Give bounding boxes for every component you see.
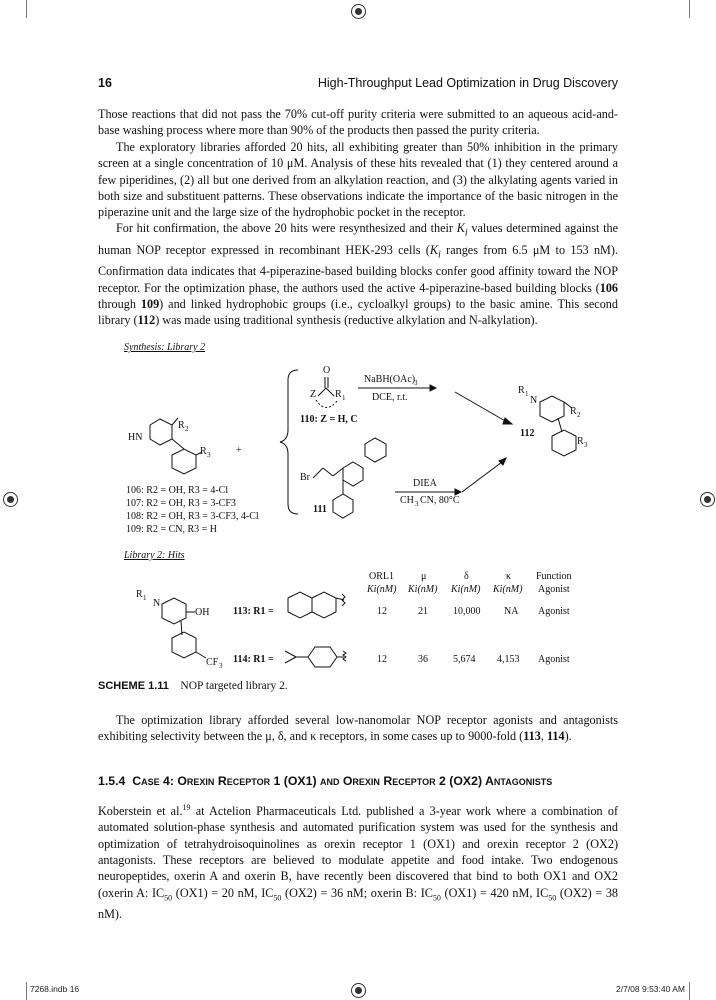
svg-text:DIEA: DIEA	[413, 478, 437, 489]
paragraph-4: The optimization library afforded several low-nanomolar NOP receptor agonists and antagonists exhibiting selectivity between the μ, δ, and κ receptors, in some cases up to 9000-fold (113, 114).	[98, 713, 618, 744]
section-heading: 1.5.4 Case 4: Orexin Receptor 1 (OX1) and Orexin Receptor 2 (OX2) Antagonists	[98, 774, 553, 788]
cmpd-112: 112	[520, 428, 535, 439]
hits-table-header	[366, 571, 572, 595]
svg-text:5,674: 5,674	[453, 654, 476, 665]
col-unit: Ki(nM)	[367, 584, 397, 595]
svg-text:HN: HN	[128, 432, 143, 443]
svg-text:Z: Z	[310, 389, 317, 400]
crop-mark	[26, 982, 27, 1000]
col-unit: Agonist	[538, 584, 570, 595]
col-unit: Ki(nM)	[493, 584, 523, 595]
bb-108: 108: R2 = OH, R3 = 3-CF3, 4-Cl	[126, 511, 259, 522]
svg-text:NA: NA	[504, 606, 519, 617]
footer-timestamp: 2/7/08 9:53:40 AM	[616, 984, 685, 994]
svg-text:CF: CF	[206, 657, 219, 668]
svg-text:3: 3	[414, 379, 418, 387]
paragraph-3: For hit confirmation, the above 20 hits were resynthesized and their $K_i$ values determined against the human NOP receptor expressed in recombinant HEK-293 cells ($K_i$ ranges from 6.5 μM to 153 nM). Confirmation data indicates that 4-piperazine-based building blocks confer good affinity toward the NOP receptor. For the optimization phase, the authors used the active 4-piperazine-based building blocks (106 through 109) and linked hydrophobic groups (i.e., cycloalkyl groups) to the basic amine. This second library (112) was made using traditional synthesis (reductive alkylation and N-alkylation).	[98, 221, 619, 328]
registration-mark-bottom	[351, 983, 366, 998]
svg-text:21: 21	[418, 606, 428, 617]
col-header: μ	[421, 571, 427, 582]
arrow-converge-2	[462, 462, 502, 492]
svg-text:R: R	[200, 446, 207, 457]
svg-text:NaBH(OAc): NaBH(OAc)	[364, 374, 416, 385]
paragraph-2: The exploratory libraries afforded 20 hits, all exhibiting greater than 50% inhibition in the primary screen at a single concentration of 10 μM. Analysis of these hits revealed that (1) they centered around a few piperidines, (2) all but one derived from an alkylation reaction, and (3) the alkylating agents varied in both size and substituent patterns. These observations indicate the importance of the basic nitrogen in the piperazine unit and the large size of the hydrophobic pocket in the receptor.	[98, 140, 618, 220]
svg-text:3: 3	[207, 451, 211, 459]
crop-mark	[689, 982, 690, 1000]
svg-text:36: 36	[418, 654, 428, 665]
table-row	[233, 606, 570, 617]
running-title: High-Throughput Lead Optimization in Drug Discovery	[317, 76, 618, 90]
cmpd-110: 110: Z = H, C	[300, 414, 358, 425]
svg-text:N: N	[530, 395, 538, 406]
paragraph-5: Koberstein et al.$^{19}$ at Actelion Pharmaceuticals Ltd. published a 3-year work where a combination of automated solution-phase synthesis and automated purification system was used for the synthesis and optimization of tetrahydroisoquinolines as orexin receptor 1 (OX1) and orexin receptor 2 (OX2) antagonists. These receptors are believed to modulate appetite and food intake. Two endogenous neuropeptides, oxerin A and oxerin B, have recently been discovered that bind to both OX1 and OX2 (oxerin A: $IC_{50}$ (OX1) = 20 nM, $IC_{50}$ (OX2) = 36 nM; oxerin B: $IC_{50}$ (OX1) = 420 nM, $IC_{50}$ (OX2) = 38 nM).	[98, 803, 619, 922]
cmpd-111: 111	[313, 504, 327, 515]
page-number: 16	[98, 76, 112, 90]
bb-106: 106: R2 = OH, R3 = 4-Cl	[126, 485, 229, 496]
piperidine-building-block	[128, 418, 211, 474]
decalin-r1-113	[288, 592, 345, 618]
svg-text:2: 2	[185, 425, 189, 433]
svg-text:R: R	[518, 385, 525, 396]
svg-text:114: R1 =: 114: R1 =	[233, 654, 274, 665]
svg-text:2: 2	[577, 411, 581, 419]
carbonyl-110	[310, 365, 346, 408]
svg-text:1: 1	[143, 594, 147, 602]
product-112	[518, 385, 588, 456]
hit-scaffold	[136, 589, 223, 670]
svg-text:10,000: 10,000	[453, 606, 481, 617]
brace	[280, 370, 298, 514]
col-header: δ	[464, 571, 469, 582]
svg-text:12: 12	[377, 606, 387, 617]
svg-text:Agonist: Agonist	[538, 654, 570, 665]
svg-text:DCE, r.t.: DCE, r.t.	[372, 392, 408, 403]
plus-sign: +	[236, 445, 242, 456]
svg-text:R: R	[178, 420, 185, 431]
svg-text:R: R	[136, 589, 143, 600]
scheme-label-hits: Library 2: Hits	[124, 550, 185, 561]
cyclohexyl-r1-114	[285, 647, 346, 667]
svg-text:Agonist: Agonist	[538, 606, 570, 617]
svg-text:O: O	[323, 365, 331, 376]
col-header: κ	[506, 571, 512, 582]
bb-109: 109: R2 = CN, R3 = H	[126, 524, 218, 535]
svg-text:N: N	[153, 598, 161, 609]
svg-text:Br: Br	[300, 472, 310, 483]
svg-text:OH: OH	[195, 607, 210, 618]
svg-text:CN, 80°C: CN, 80°C	[420, 495, 460, 506]
svg-text:CH: CH	[400, 495, 414, 506]
col-header: ORL1	[369, 571, 394, 582]
table-row	[233, 654, 570, 665]
arrow-converge-1	[455, 392, 507, 422]
footer-file: 7268.indb 16	[30, 984, 80, 994]
svg-text:3: 3	[415, 500, 419, 508]
col-unit: Ki(nM)	[451, 584, 481, 595]
svg-text:3: 3	[219, 662, 223, 670]
svg-text:4,153: 4,153	[497, 654, 520, 665]
svg-text:1: 1	[525, 390, 529, 398]
svg-text:R: R	[570, 406, 577, 417]
paragraph-1: Those reactions that did not pass the 70% cut-off purity criteria were submitted to an aqueous acid-and-base washing process where more than 90% of the products then passed the purity criteria.	[98, 107, 618, 138]
col-unit: Ki(nM)	[408, 584, 438, 595]
svg-text:R: R	[335, 389, 342, 400]
bb-107: 107: R2 = OH, R3 = 3-CF3	[126, 498, 236, 509]
svg-text:12: 12	[377, 654, 387, 665]
svg-text:113: R1 =: 113: R1 =	[233, 606, 274, 617]
col-header: Function	[536, 571, 572, 582]
svg-text:3: 3	[584, 441, 588, 449]
scheme-label-synthesis: Synthesis: Library 2	[124, 342, 206, 353]
svg-text:1: 1	[342, 394, 346, 402]
svg-text:R: R	[577, 436, 584, 447]
scheme-caption: SCHEME 1.11 NOP targeted library 2.	[98, 680, 288, 692]
